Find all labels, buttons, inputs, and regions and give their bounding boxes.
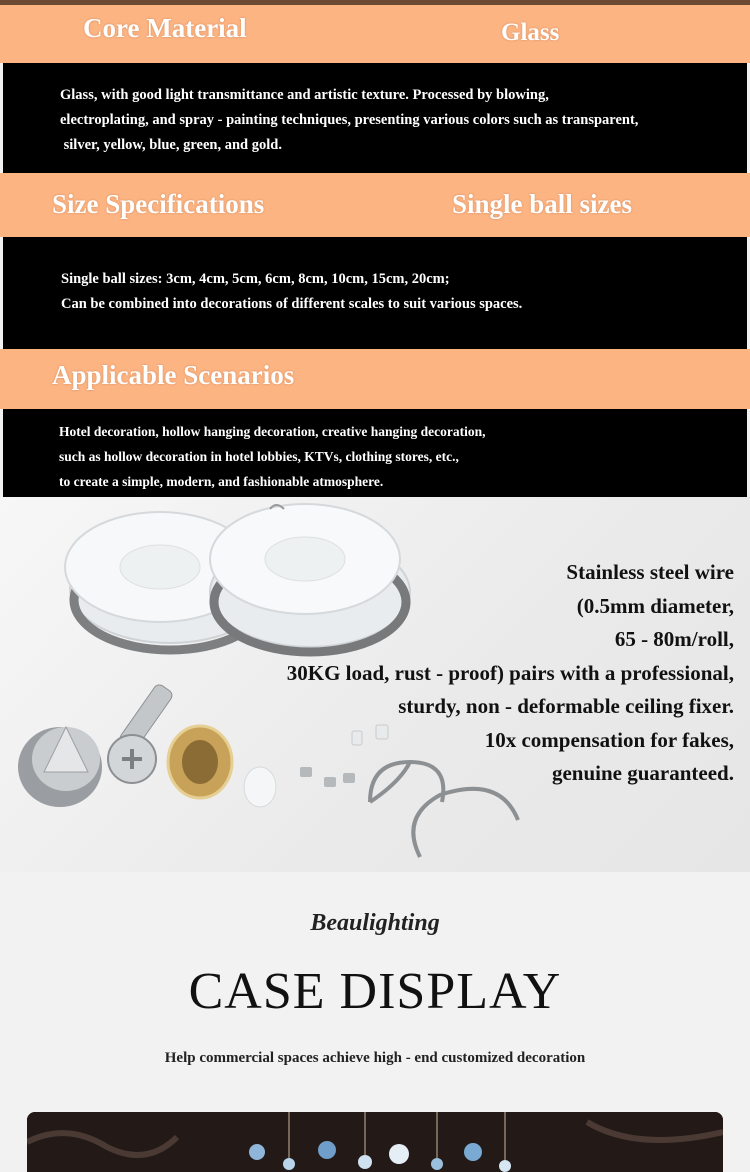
ceiling-cap-icon xyxy=(18,727,102,807)
core-material-line: electroplating, and spray - painting techniques, presenting various colors such as transparent, xyxy=(60,112,639,128)
size-spec-value: Single ball sizes xyxy=(452,189,633,219)
core-material-title: Core Material xyxy=(83,13,247,43)
scenarios-line: Hotel decoration, hollow hanging decoration, creative hanging decoration, xyxy=(59,424,486,439)
wire-line: sturdy, non - deformable ceiling fixer. xyxy=(398,694,734,718)
brass-nut-icon xyxy=(168,726,232,798)
wire-line: genuine guaranteed. xyxy=(551,761,734,785)
core-material-value: Glass xyxy=(501,19,560,46)
scenarios-line: to create a simple, modern, and fashionable atmosphere. xyxy=(59,474,384,489)
scenarios-title: Applicable Scenarios xyxy=(52,360,295,390)
scenarios-line: such as hollow decoration in hotel lobbies, KTVs, clothing stores, etc., xyxy=(59,449,459,464)
core-material-line: Glass, with good light transmittance and artistic texture. Processed by blowing, xyxy=(60,87,549,103)
wire-line: (0.5mm diameter, xyxy=(576,593,734,618)
case-photo xyxy=(27,1112,723,1172)
chandelier-photo xyxy=(27,1112,723,1172)
case-display-section xyxy=(0,872,750,1160)
core-material-header xyxy=(0,5,750,63)
wire-line: 10x compensation for fakes, xyxy=(484,727,734,752)
core-material-panel xyxy=(3,63,747,173)
core-material-line: silver, yellow, blue, green, and gold. xyxy=(60,137,282,153)
case-display-subtitle: Help commercial spaces achieve high - end customized decoration xyxy=(164,1050,586,1066)
scenarios-panel xyxy=(3,409,747,497)
size-spec-panel xyxy=(3,237,747,349)
size-spec-header xyxy=(0,173,750,237)
wire-line: Stainless steel wire xyxy=(566,560,734,584)
wire-line: 30KG load, rust - proof) pairs with a professional, xyxy=(286,660,734,685)
clear-bead-icon xyxy=(244,767,276,807)
size-spec-line: Can be combined into decorations of different scales to suit various spaces. xyxy=(61,296,523,312)
brand-logo: Beaulighting xyxy=(310,910,440,936)
scenarios-header xyxy=(0,349,750,409)
wire-line: 65 - 80m/roll, xyxy=(614,627,734,651)
screw-icon xyxy=(108,683,174,783)
hardware-section xyxy=(0,497,750,872)
size-spec-title: Size Specifications xyxy=(52,189,265,219)
case-display-title: CASE DISPLAY xyxy=(188,963,562,1020)
size-spec-line: Single ball sizes: 3cm, 4cm, 5cm, 6cm, 8cm, 10cm, 15cm, 20cm; xyxy=(61,271,450,287)
wire-description xyxy=(287,556,734,791)
